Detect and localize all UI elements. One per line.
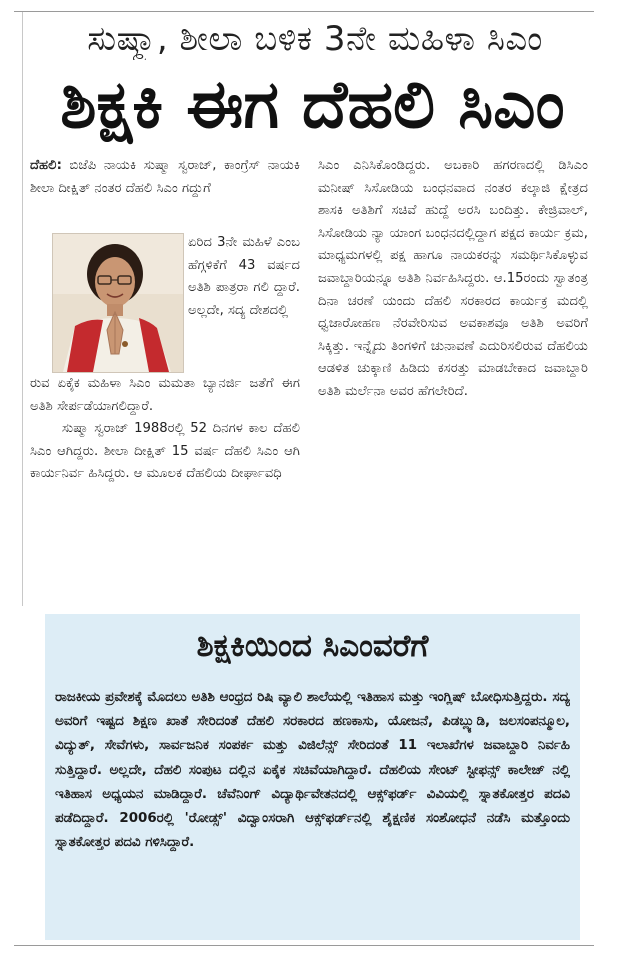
main-headline: ಶಿಕ್ಷಕಿ ಈಗ ದೆಹಲಿ ಸಿಎಂ	[60, 66, 565, 143]
sidebar-info-box	[45, 614, 580, 940]
top-rule	[14, 11, 594, 12]
right-column	[318, 155, 588, 605]
left-margin-line	[22, 12, 23, 606]
left-column-top-text: ಬಿಜೆಪಿ ನಾಯಕಿ ಸುಷ್ಮಾ ಸ್ವರಾಜ್, ಕಾಂಗ್ರೆಸ್ ನಾಯಕಿ ಶೀಲಾ ದೀಕ್ಷಿತ್ ನಂತರ ದೆಹಲಿ ಸಿಎಂ ಗದ್ದುಗೆ	[30, 158, 300, 196]
sidebar-box-body: ರಾಜಕೀಯ ಪ್ರವೇಶಕ್ಕೆ ಮೊದಲು ಅತಿಶಿ ಆಂಧ್ರದ ರಿಷಿ ವ್ಯಾಲಿ ಶಾಲೆಯಲ್ಲಿ ಇತಿಹಾಸ ಮತ್ತು ಇಂಗ್ಲಿಷ್ ಬೋಧಿಸುತ್ತಿದ್ದರು. ಸದ್ಯ ಅವರಿಗೆ ಇಷ್ಟದ ಶಿಕ್ಷಣ ಖಾತೆ ಸೇರಿದಂತೆ ದೆಹಲಿ ಸರಕಾರದ ಹಣಕಾಸು, ಯೋಜನೆ, ಪಿಡಬ್ಲ್ಯುಡಿ, ಜಲಸಂಪನ್ಮೂಲ, ವಿದ್ಯುತ್, ಸೇವೆಗಳು, ಸಾರ್ವಜನಿಕ ಸಂಪರ್ಕ ಮತ್ತು ವಿಜಿಲೆನ್ಸ್ ಸೇರಿದಂತೆ 11 ಇಲಾಖೆಗಳ ಜವಾಬ್ದಾರಿ ನಿರ್ವಹಿ ಸುತ್ತಿದ್ದಾರೆ. ಅಲ್ಲದೇ, ದೆಹಲಿ ಸಂಪುಟ ದಲ್ಲಿನ ಏಕೈಕ ಸಚಿವೆಯಾಗಿದ್ದಾರೆ. ದೆಹಲಿಯ ಸೇಂಟ್ ಸ್ಟೀಫನ್ಸ್ ಕಾಲೇಜ್ ನಲ್ಲಿ ಇತಿಹಾಸ ಅಧ್ಯಯನ ಮಾಡಿದ್ದಾರೆ. ಚೆವೆನಿಂಗ್ ವಿದ್ಯಾರ್ಥಿವೇತನದಲ್ಲಿ ಆಕ್ಸ್‌ಫರ್ಡ್ ವಿವಿಯಲ್ಲಿ ಸ್ನಾತಕೋತ್ತರ ಪದವಿ ಪಡೆದಿದ್ದಾರೆ. 2006ರಲ್ಲಿ 'ರೋಡ್ಸ್' ವಿದ್ವಾಂಸರಾಗಿ ಆಕ್ಸ್‌ಫರ್ಡ್‌ನಲ್ಲಿ ಶೈಕ್ಷಣಿಕ ಸಂಶೋಧನೆ ನಡೆಸಿ ಮತ್ತೊಂದು ಸ್ನಾತಕೋತ್ತರ ಪದವಿ ಗಳಿಸಿದ್ದಾರೆ.	[55, 690, 570, 851]
left-column-top	[30, 155, 300, 227]
sidebar-box-title: ಶಿಕ್ಷಕಿಯಿಂದ ಸಿಎಂವರೆಗೆ	[196, 628, 429, 664]
right-column-text: ಸಿಎಂ ಎನಿಸಿಕೊಂಡಿದ್ದರು. ಅಬಕಾರಿ ಹಗರಣದಲ್ಲಿ ಡಿಸಿಎಂ ಮನೀಷ್ ಸಿಸೋಡಿಯ ಬಂಧನವಾದ ನಂತರ ಕಲ್ಕಾಜಿ ಕ್ಷೇತ್ರದ ಶಾಸಕಿ ಅತಿಶಿಗೆ ಸಚಿವೆ ಹುದ್ದೆ ಅರಸಿ ಬಂದಿತ್ತು. ಕೇಜ್ರಿವಾಲ್, ಸಿಸೋಡಿಯ ನ್ಯಾ ಯಾಂಗ ಬಂಧನದಲ್ಲಿದ್ದಾಗ ಪಕ್ಷದ ಕಾರ್ಯ ಕ್ರಮ, ಮಾಧ್ಯಮಗಳಲ್ಲಿ ಪಕ್ಷ ಹಾಗೂ ನಾಯಕರನ್ನು ಸಮರ್ಥಿಸಿಕೊಳ್ಳುವ ಜವಾಬ್ದಾರಿಯನ್ನೂ ಅತಿಶಿ ನಿರ್ವಹಿಸಿದ್ದರು. ಆ.15ರಂದು ಸ್ವಾತಂತ್ರ ದಿನಾ ಚರಣೆ ಯಂದು ದೆಹಲಿ ಸರಕಾರದ ಕಾರ್ಯಕ್ರ ಮದಲ್ಲಿ ಧ್ವಜಾರೋಹಣ ನೆರವೇರಿಸುವ ಅವಕಾಶವೂ ಅತಿಶಿ ಅವರಿಗೆ ಸಿಕ್ಕಿತ್ತು. ಇನ್ನೈದು ತಿಂಗಳಿಗೆ ಚುನಾವಣೆ ಎದುರಿಸಲಿರುವ ದೆಹಲಿಯ ಆಡಳಿತ ಚುಕ್ಕಾಣಿ ಹಿಡಿದು ಕಸರತ್ತು ಮಾಡಬೇಕಾದ ಜವಾಬ್ದಾರಿ ಅತಿಶಿ ಮರ್ಲೆನಾ ಅವರ ಹೆಗಲೇರಿದೆ.	[318, 158, 588, 399]
left-column-beside-photo	[188, 232, 300, 372]
bottom-rule	[14, 945, 594, 946]
left-column-paragraph-1: ರುವ ಏಕೈಕ ಮಹಿಳಾ ಸಿಎಂ ಮಮತಾ ಬ್ಯಾನರ್ಜಿ ಜತೆಗೆ ಈಗ ಅತಿಶಿ ಸೇರ್ಪಡೆಯಾಗಲಿದ್ದಾರೆ.	[30, 376, 300, 414]
portrait-illustration	[53, 234, 183, 372]
left-column-bottom	[30, 373, 300, 601]
left-column-side-text: ಏರಿದ 3ನೇ ಮಹಿಳೆ ಎಂಬ ಹೆಗ್ಗಳಿಕೆಗೆ 43 ವರ್ಷದ ಅತಿಶಿ ಪಾತ್ರರಾ ಗಲಿ ದ್ದಾರೆ. ಅಲ್ಲದೇ, ಸದ್ಯ ದೇಶದಲ್ಲಿ	[188, 235, 300, 318]
portrait-photo	[52, 233, 184, 373]
kicker-headline: ಸುಷ್ಮಾ, ಶೀಲಾ ಬಳಿಕ 3ನೇ ಮಹಿಳಾ ಸಿಎಂ	[87, 19, 543, 59]
left-column-paragraph-2: ಸುಷ್ಮಾ ಸ್ವರಾಜ್ 1988ರಲ್ಲಿ 52 ದಿನಗಳ ಕಾಲ ದೆಹಲಿ ಸಿಎಂ ಆಗಿದ್ದರು. ಶೀಲಾ ದೀಕ್ಷಿತ್ 15 ವರ್ಷ ದೆಹಲಿ ಸಿಎಂ ಆಗಿ ಕಾರ್ಯನಿರ್ವ ಹಿಸಿದ್ದರು. ಆ ಮೂಲಕ ದೆಹಲಿಯ ದೀರ್ಘಾವಧಿ	[30, 421, 300, 482]
dateline: ದೆಹಲಿ:	[30, 158, 62, 173]
